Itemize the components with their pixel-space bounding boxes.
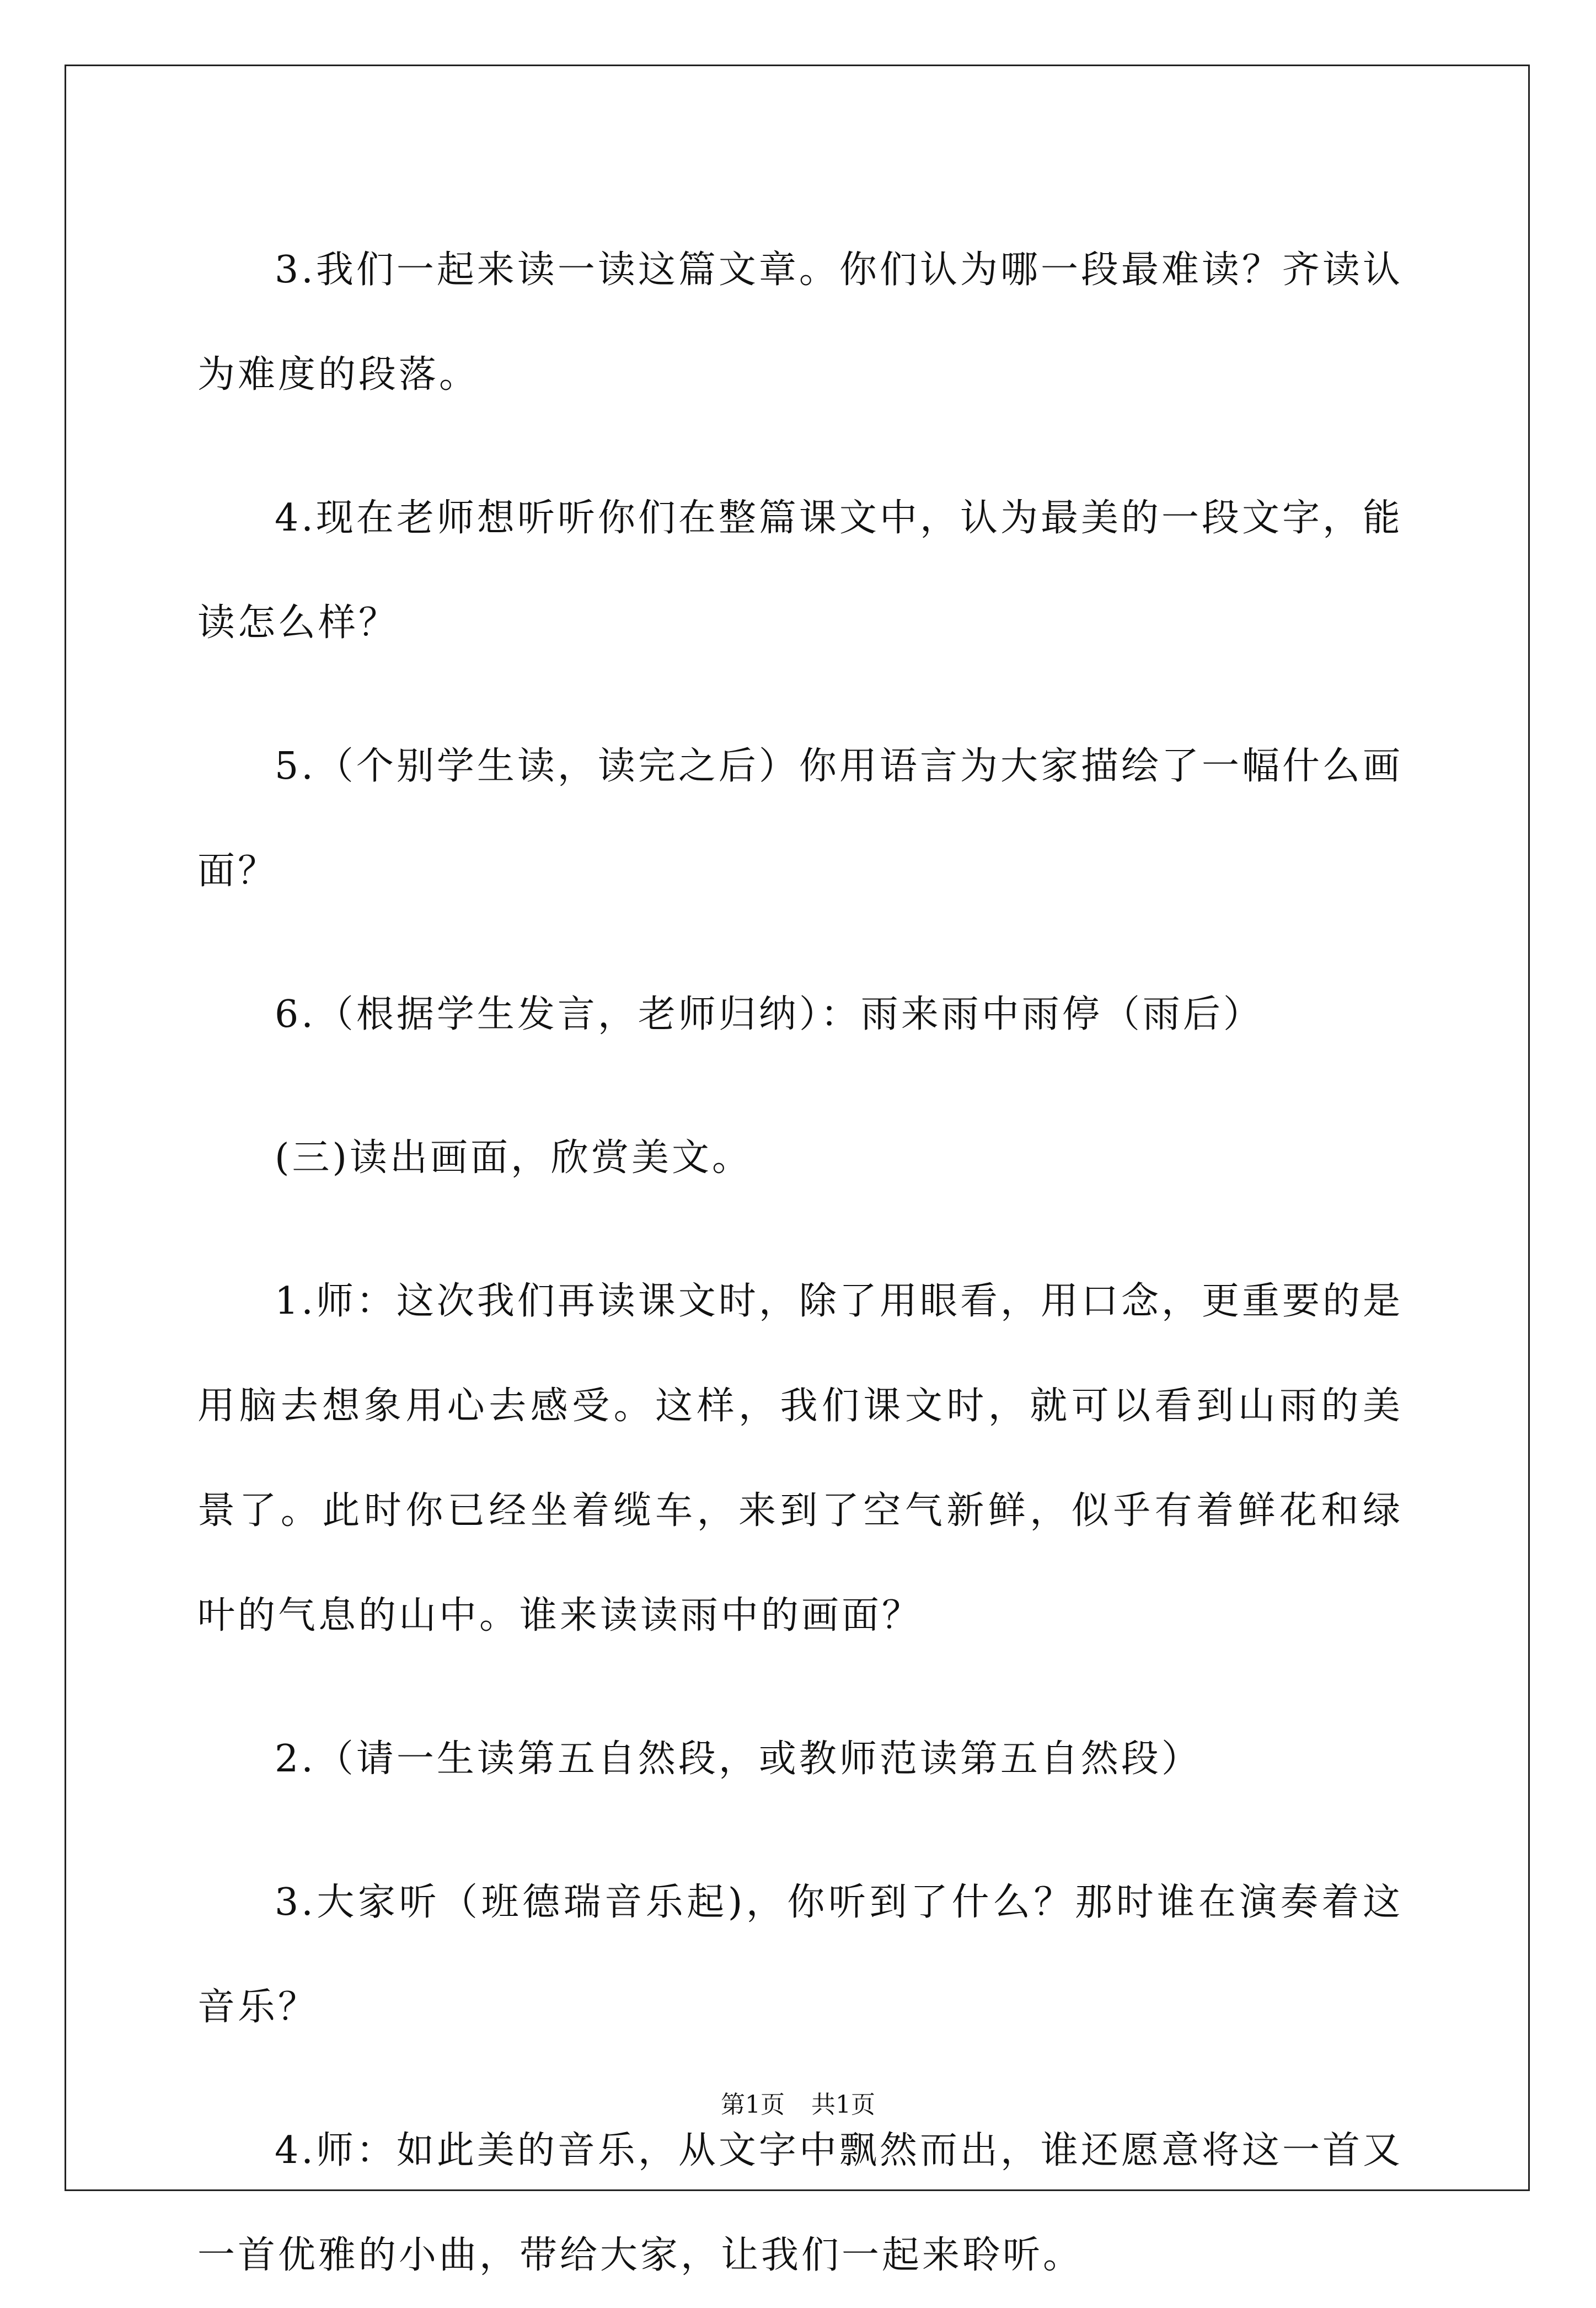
page-number: 第1页 (721, 2091, 785, 2119)
page-footer (0, 2089, 1596, 2122)
paragraph: 2.（请一生读第五自然段，或教师范读第五自然段） (275, 1737, 1202, 1781)
paragraph: 1.师：这次我们再读课文时，除了用眼看，用口念，更重要的是用脑去想象用心去感受。这样，我们课文时，就可以看到山雨的美景了。此时你已经坐着缆车，来到了空气新鲜，似乎有着鲜花和绿叶的气息的山中。谁来读读雨中的画面？ (197, 1279, 1403, 1637)
paragraph: 4.师：如此美的音乐，从文字中飘然而出，谁还愿意将这一首又一首优雅的小曲，带给大家，让我们一起来聆听。 (197, 2129, 1403, 2277)
section-heading: (三)读出画面，欣赏美文。 (275, 1136, 753, 1180)
document-body (197, 218, 1403, 2308)
paragraph: 3.大家听（班德瑞音乐起)，你听到了什么？那时谁在演奏着这音乐？ (197, 1881, 1403, 2029)
page-total: 共1页 (811, 2091, 875, 2119)
paragraph: 4.现在老师想听听你们在整篇课文中，认为最美的一段文字，能读怎么样？ (197, 496, 1403, 645)
paragraph: 5.（个别学生读，读完之后）你用语言为大家描绘了一幅什么画面？ (197, 745, 1403, 893)
paragraph: 3.我们一起来读一读这篇文章。你们认为哪一段最难读？齐读认为难度的段落。 (197, 248, 1403, 397)
paragraph: 6.（根据学生发言，老师归纳）：雨来雨中雨停（雨后） (275, 993, 1263, 1036)
